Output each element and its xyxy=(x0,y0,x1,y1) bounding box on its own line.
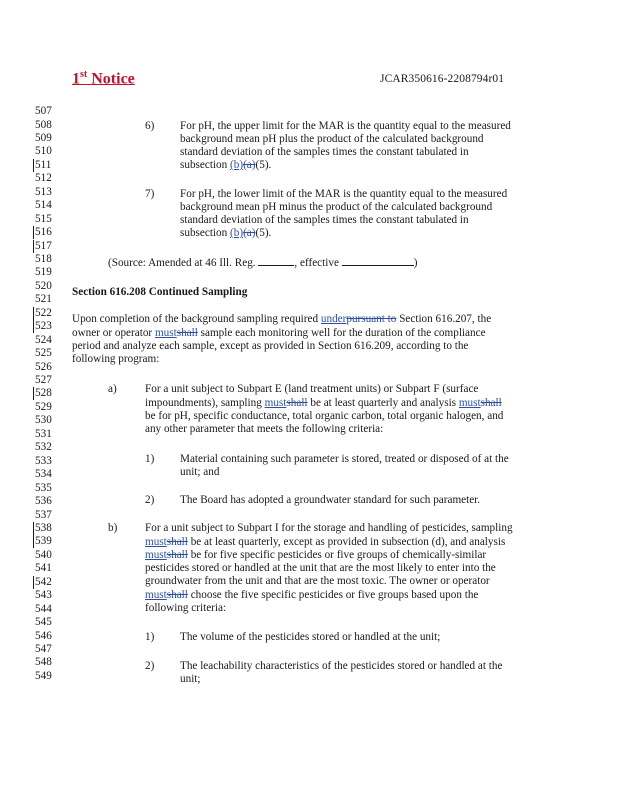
subsection-a-item-1-line: Material containing such parameter is stored, treated or disposed of at the xyxy=(180,453,509,465)
line-number: 539 xyxy=(33,535,65,548)
line-number: 514 xyxy=(35,199,52,212)
subsection-b-line: mustshall choose the five specific pesticides or five groups based upon the xyxy=(145,589,479,601)
line-number: 531 xyxy=(35,427,52,440)
item-6-line: standard deviation of the samples times the constant tabulated in xyxy=(180,146,469,158)
line-number: 511 xyxy=(33,159,65,172)
intro-line: following program: xyxy=(72,353,160,365)
subsection-a-item-2-number: 2) xyxy=(145,494,155,506)
line-number: 549 xyxy=(35,669,52,682)
deleted-text: shall xyxy=(166,549,188,561)
line-number: 524 xyxy=(35,333,52,346)
line-number: 526 xyxy=(35,360,52,373)
item-7-line: standard deviation of the samples times the constant tabulated in xyxy=(180,214,469,226)
line-number: 523 xyxy=(33,320,65,333)
subsection-a-line: impoundments), sampling mustshall be at least quarterly and analysis mustshall xyxy=(145,397,502,409)
line-number: 525 xyxy=(35,347,52,360)
line-number: 519 xyxy=(35,266,52,279)
line-number: 544 xyxy=(35,602,52,615)
line-number: 529 xyxy=(35,400,52,413)
notice-heading: 1st Notice xyxy=(72,69,135,88)
line-number: 545 xyxy=(35,616,52,629)
intro-line: owner or operator mustshall sample each monitoring well for the duration of the compliance xyxy=(72,327,486,339)
item-6-line: background mean pH plus the product of the calculated background xyxy=(180,133,484,145)
item-6-number: 6) xyxy=(145,120,155,132)
line-number: 532 xyxy=(35,441,52,454)
line-number: 527 xyxy=(35,374,52,386)
inserted-text: (b) xyxy=(230,159,244,171)
line-number: 507 xyxy=(35,105,52,117)
subsection-a-item-2-line: The Board has adopted a groundwater standard for such parameter. xyxy=(180,494,481,506)
line-number: 520 xyxy=(35,279,52,292)
subsection-a-line: For a unit subject to Subpart E (land treatment units) or Subpart F (surface xyxy=(145,383,479,395)
line-number: 513 xyxy=(35,185,52,198)
inserted-text: (b) xyxy=(230,227,244,239)
inserted-text: must xyxy=(458,397,481,409)
item-6-line: For pH, the upper limit for the MAR is the quantity equal to the measured xyxy=(180,120,511,132)
subsection-b-line: pesticides stored or handled at the unit that are the most likely to enter into the xyxy=(145,562,496,574)
deleted-text: (a) xyxy=(243,227,256,239)
deleted-text: shall xyxy=(166,589,188,601)
line-number: 537 xyxy=(35,508,52,521)
inserted-text: must xyxy=(264,397,287,409)
subsection-b-line: mustshall be for five specific pesticides or five groups of chemically-similar xyxy=(145,549,487,561)
line-number: 538 xyxy=(33,522,65,535)
subsection-b-item-2-line: unit; xyxy=(180,673,201,685)
subsection-b-line: groundwater from the unit and that are the most toxic. The owner or operator xyxy=(145,575,490,587)
line-number: 522 xyxy=(33,307,65,320)
line-number: 547 xyxy=(35,643,52,655)
subsection-a-label: a) xyxy=(108,383,117,395)
subsection-b-line: For a unit subject to Subpart I for the storage and handling of pesticides, sampling xyxy=(145,522,513,534)
line-number: 517 xyxy=(33,240,65,253)
line-number: 548 xyxy=(35,656,52,669)
inserted-text: must xyxy=(154,327,177,339)
inserted-text: must xyxy=(145,549,167,561)
item-7-number: 7) xyxy=(145,188,155,200)
line-number: 509 xyxy=(35,131,52,144)
line-number: 530 xyxy=(35,414,52,427)
subsection-b-item-1-line: The volume of the pesticides stored or handled at the unit; xyxy=(180,631,441,643)
deleted-text: shall xyxy=(480,397,502,409)
subsection-a-item-1-number: 1) xyxy=(145,453,155,465)
subsection-b-item-2-line: The leachability characteristics of the pesticides stored or handled at the xyxy=(180,660,503,672)
subsection-a-item-1-line: unit; and xyxy=(180,466,220,478)
document-id: JCAR350616-2208794r01 xyxy=(380,73,505,85)
intro-line: Upon completion of the background sampling required underpursuant to Section 616.207, the xyxy=(72,313,492,325)
subsection-b-line: mustshall be at least quarterly, except as provided in subsection (d), and analysis xyxy=(145,536,506,548)
section-title: Section 616.208 Continued Sampling xyxy=(72,286,248,298)
subsection-a-line: any other parameter that meets the following criteria: xyxy=(145,423,384,435)
line-number: 518 xyxy=(35,252,52,265)
item-7-line: background mean pH minus the product of the calculated background xyxy=(180,201,493,213)
line-number: 534 xyxy=(35,468,52,481)
item-6-line: subsection (b)(a)(5). xyxy=(180,159,272,171)
line-number: 536 xyxy=(35,495,52,507)
deleted-text: shall xyxy=(176,327,198,339)
subsection-a-line: be for pH, specific conductance, total organic carbon, total organic halogen, and xyxy=(145,410,504,422)
subsection-b-line: following criteria: xyxy=(145,602,227,614)
source-note: (Source: Amended at 46 Ill. Reg. , effective ) xyxy=(108,257,418,269)
line-number: 543 xyxy=(35,589,52,602)
deleted-text: (a) xyxy=(243,159,256,171)
intro-line: period and analyze each sample, except as provided in Section 616.209, according to the xyxy=(72,340,469,352)
line-number: 521 xyxy=(35,293,52,306)
line-number: 546 xyxy=(35,629,52,642)
inserted-text: must xyxy=(145,536,167,548)
subsection-b-item-1-number: 1) xyxy=(145,631,155,643)
subsection-b-label: b) xyxy=(108,522,118,534)
item-7-line: For pH, the lower limit of the MAR is the quantity equal to the measured xyxy=(180,188,508,200)
line-number: 516 xyxy=(33,226,65,239)
line-number: 528 xyxy=(33,387,65,400)
line-number: 542 xyxy=(33,576,65,589)
line-number: 512 xyxy=(35,172,52,185)
line-number: 533 xyxy=(35,454,52,467)
deleted-text: shall xyxy=(166,536,188,548)
line-number: 508 xyxy=(35,118,52,131)
inserted-text: under xyxy=(320,313,347,325)
line-number: 535 xyxy=(35,481,52,494)
line-number: 515 xyxy=(35,212,52,225)
subsection-b-item-2-number: 2) xyxy=(145,660,155,672)
line-number: 541 xyxy=(35,562,52,575)
inserted-text: must xyxy=(145,589,167,601)
line-number: 510 xyxy=(35,145,52,158)
deleted-text: shall xyxy=(286,397,308,409)
item-7-line: subsection (b)(a)(5). xyxy=(180,227,272,239)
deleted-text: pursuant to xyxy=(346,313,397,325)
line-number: 540 xyxy=(35,548,52,561)
